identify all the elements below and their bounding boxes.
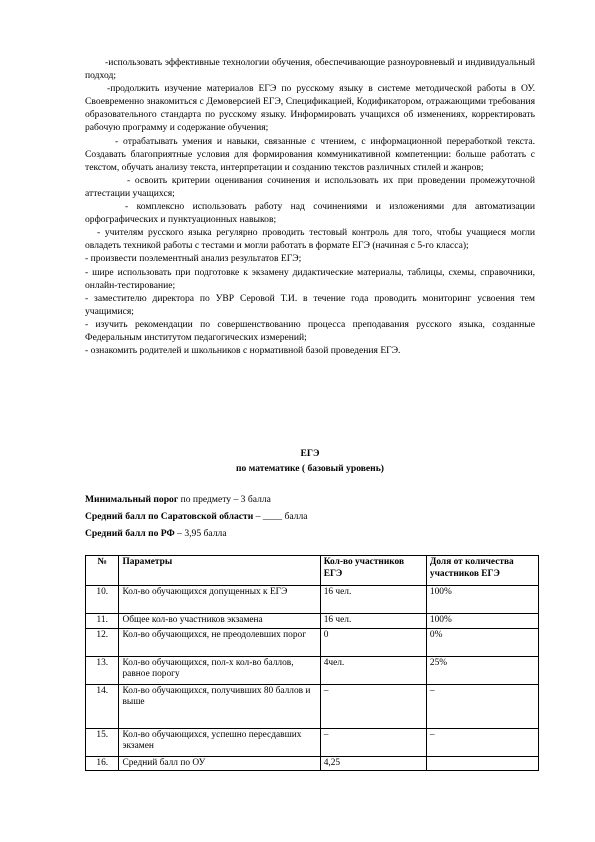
recommendations-text [85,56,535,357]
paragraph: - ознакомить родителей и школьников с нормативной базой проведения ЕГЭ. [85,345,401,357]
paragraph: -использовать эффективные технологии обучения, обеспечивающие разноуровневый и индивидуальный подход; [85,57,535,82]
table-row [86,756,539,771]
paragraph: - шире использовать при подготовке к экзамену дидактические материалы, таблицы, схемы, справочники, онлайн-тестирование; [85,266,535,291]
row-share: 25% [426,656,538,684]
table-row [86,628,539,656]
table-row [86,586,539,614]
header-number: № [86,556,119,586]
row-share: – [426,728,538,756]
section-title: ЕГЭ [300,448,320,459]
rf-average-label: Средний балл по РФ [85,528,175,539]
section-subtitle: по математике ( базовый уровень) [236,463,384,474]
results-table [85,555,539,771]
row-share: 100% [426,614,538,629]
paragraph: - комплексно использовать работу над сочинениями и изложениями для автоматизации орфографических и пунктуационных навыков; [85,201,535,226]
paragraph: - заместителю директора по УВР Серовой Т.И. в течение года проводить мониторинг усвоения тем учащимися; [85,292,535,317]
row-number: 16. [86,756,119,771]
row-participants: 0 [320,628,426,656]
min-threshold-label: Минимальный порог [85,494,179,505]
table-row [86,728,539,756]
rf-average [85,527,535,540]
row-participants: 16 чел. [320,614,426,629]
region-average-label: Средний балл по Саратовской области [85,511,254,522]
row-participants: – [320,684,426,728]
rf-average-value: – 3,95 балла [174,528,227,539]
row-participants: 4,25 [320,756,426,771]
row-parameter: Кол-во обучающихся, не преодолевших порог [119,628,320,656]
paragraph: - произвести поэлементный анализ результатов ЕГЭ; [85,253,302,265]
table-header-row [86,556,539,586]
row-parameter: Кол-во обучающихся допущенных к ЕГЭ [119,586,320,614]
paragraph: - освоить критерии оценивания сочинения и использовать их при проведении промежуточной аттестации учащихся; [85,174,535,199]
row-parameter: Кол-во обучающихся, получивших 80 баллов и выше [119,684,320,728]
row-number: 10. [86,586,119,614]
row-number: 13. [86,656,119,684]
paragraph: -продолжить изучение материалов ЕГЭ по русскому языку в системе методической работы в ОУ. Своевременно знакомиться с Демоверсией ЕГЭ, Спецификацией, Кодификатором, отражающими требования образовательного стандарта по русскому языку. Информировать учащихся об изменениях, корректировать рабочую программу и содержание обучения; [85,83,535,134]
row-share: – [426,684,538,728]
paragraph: - изучить рекомендации по совершенствованию процесса преподавания русского языка, созданные Федеральным институтом педагогических измерений; [85,318,535,343]
header-share: Доля от количества участников ЕГЭ [426,556,538,586]
row-participants: 4чел. [320,656,426,684]
paragraph: - отрабатывать умения и навыки, связанные с чтением, с информационной переработкой текста. Создавать благоприятные условия для формирования коммуникативной компетенции: больше работать с текстом, обучать анализу текста, интерпретации и созданию текстов различных стилей и жанров; [85,135,535,173]
table-row [86,614,539,629]
table-row [86,684,539,728]
paragraph: - учителям русского языка регулярно проводить тестовый контроль для того, чтобы учащиеся могли овладеть техникой работы с тестами и могли работать в формате ЕГЭ (начиная с 5-го класса); [85,227,535,252]
row-number: 12. [86,628,119,656]
min-threshold [85,493,535,506]
row-participants: – [320,728,426,756]
row-parameter: Общее кол-во участников экзамена [119,614,320,629]
row-number: 14. [86,684,119,728]
row-share: 0% [426,628,538,656]
table-row [86,656,539,684]
header-participants: Кол-во участников ЕГЭ [320,556,426,586]
row-number: 11. [86,614,119,629]
region-average-value: – ____ балла [253,511,308,522]
row-number: 15. [86,728,119,756]
header-parameters: Параметры [119,556,320,586]
region-average [85,510,535,523]
row-participants: 16 чел. [320,586,426,614]
row-parameter: Кол-во обучающихся, пол-х кол-во баллов, равное порогу [119,656,320,684]
row-share [426,756,538,771]
row-parameter: Кол-во обучающихся, успешно пересдавших экзамен [119,728,320,756]
min-threshold-value: по предмету – 3 балла [178,494,271,505]
row-share: 100% [426,586,538,614]
row-parameter: Средний балл по ОУ [119,756,320,771]
